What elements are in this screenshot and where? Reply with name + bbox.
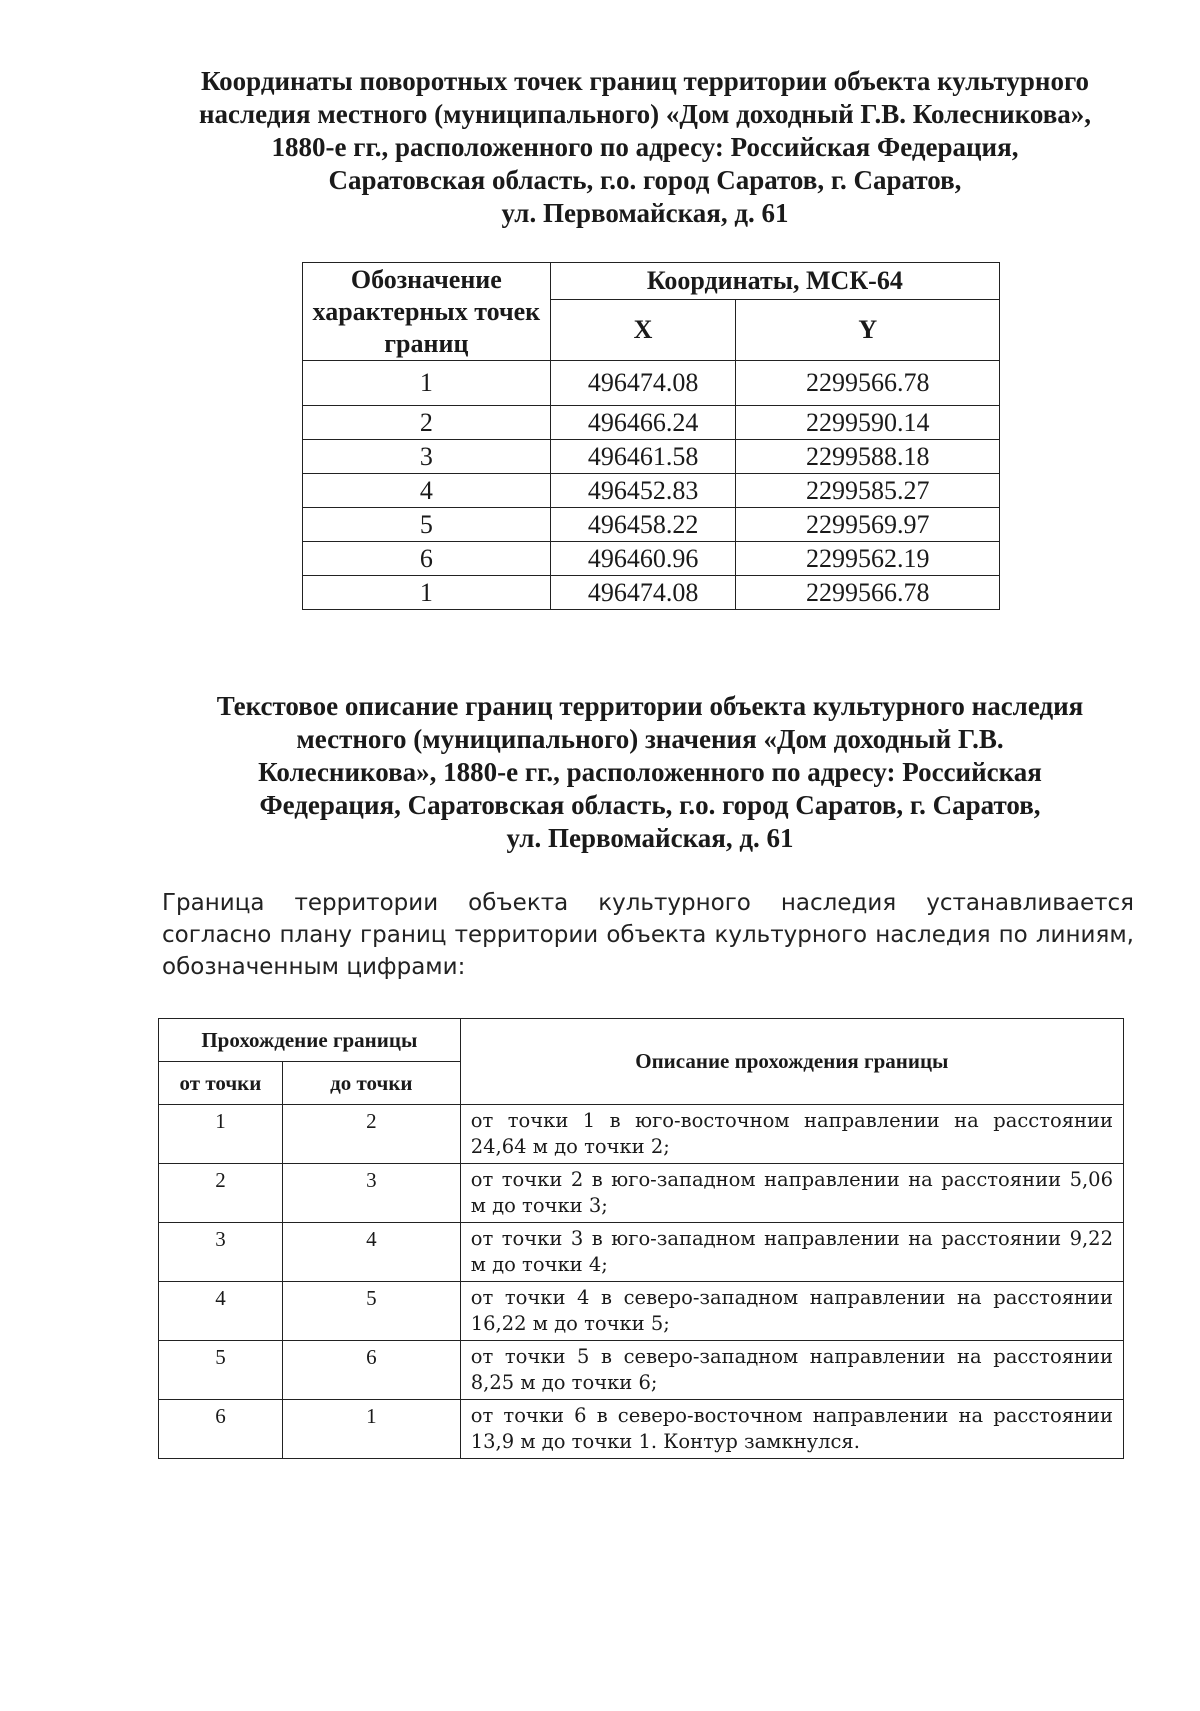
x-cell: 496458.22 (550, 508, 736, 542)
title-line: 1880-е гг., расположенного по адресу: Российская Федерация, (271, 132, 1019, 162)
coordinates-table (302, 262, 1000, 610)
table-row (159, 1105, 1124, 1164)
from-point-cell: 4 (159, 1282, 283, 1341)
table-row (303, 406, 1000, 440)
table-row (303, 361, 1000, 406)
point-cell: 3 (303, 440, 551, 474)
description-title (140, 690, 1160, 855)
point-cell: 1 (303, 576, 551, 610)
description-cell: от точки 6 в северо-восточном направлении на расстоянии 13,9 м до точки 1. Контур замкнулся. (460, 1400, 1123, 1459)
description-cell: от точки 2 в юго-западном направлении на расстоянии 5,06 м до точки 3; (460, 1164, 1123, 1223)
to-point-cell: 4 (282, 1223, 460, 1282)
header-y: Y (736, 300, 1000, 361)
title-line: ул. Первомайская, д. 61 (501, 198, 789, 228)
point-cell: 5 (303, 508, 551, 542)
header-description: Описание прохождения границы (460, 1019, 1123, 1105)
from-point-cell: 5 (159, 1341, 283, 1400)
y-cell: 2299566.78 (736, 576, 1000, 610)
y-cell: 2299585.27 (736, 474, 1000, 508)
point-cell: 4 (303, 474, 551, 508)
y-cell: 2299588.18 (736, 440, 1000, 474)
title-line: Текстовое описание границ территории объекта культурного наследия (216, 691, 1084, 721)
x-cell: 496460.96 (550, 542, 736, 576)
from-point-cell: 3 (159, 1223, 283, 1282)
table-row (159, 1223, 1124, 1282)
x-cell: 496474.08 (550, 576, 736, 610)
header-to-point: до точки (282, 1062, 460, 1105)
from-point-cell: 2 (159, 1164, 283, 1223)
table-row (159, 1282, 1124, 1341)
title-line: местного (муниципального) значения «Дом доходный Г.В. (296, 724, 1004, 754)
title-line: Саратовская область, г.о. город Саратов, г. Саратов, (328, 165, 962, 195)
header-from-point: от точки (159, 1062, 283, 1105)
from-point-cell: 6 (159, 1400, 283, 1459)
title-line: наследия местного (муниципального) «Дом доходный Г.В. Колесникова», (198, 99, 1092, 129)
title-line: Колесникова», 1880-е гг., расположенного по адресу: Российская (258, 757, 1042, 787)
table-row (303, 508, 1000, 542)
table-row (303, 440, 1000, 474)
table-row (159, 1400, 1124, 1459)
y-cell: 2299562.19 (736, 542, 1000, 576)
description-cell: от точки 3 в юго-западном направлении на расстоянии 9,22 м до точки 4; (460, 1223, 1123, 1282)
to-point-cell: 1 (282, 1400, 460, 1459)
header-boundary-pass: Прохождение границы (159, 1019, 461, 1062)
description-cell: от точки 1 в юго-восточном направлении на расстоянии 24,64 м до точки 2; (460, 1105, 1123, 1164)
header-x: X (550, 300, 736, 361)
x-cell: 496474.08 (550, 361, 736, 406)
table-row (303, 474, 1000, 508)
coordinates-title (150, 65, 1140, 230)
table-row (159, 1341, 1124, 1400)
to-point-cell: 2 (282, 1105, 460, 1164)
description-cell: от точки 5 в северо-западном направлении на расстоянии 8,25 м до точки 6; (460, 1341, 1123, 1400)
x-cell: 496452.83 (550, 474, 736, 508)
x-cell: 496466.24 (550, 406, 736, 440)
title-line: ул. Первомайская, д. 61 (506, 823, 794, 853)
title-line: Координаты поворотных точек границ территории объекта культурного (200, 66, 1090, 96)
point-cell: 6 (303, 542, 551, 576)
header-coordinates: Координаты, МСК-64 (550, 263, 999, 300)
intro-paragraph: Граница территории объекта культурного наследия устанавливается согласно плану границ территории объекта культурного наследия по линиям, обозначенным цифрами: (162, 890, 1134, 980)
y-cell: 2299569.97 (736, 508, 1000, 542)
table-row (159, 1164, 1124, 1223)
border-description-table (158, 1018, 1124, 1459)
to-point-cell: 3 (282, 1164, 460, 1223)
table-row (303, 542, 1000, 576)
to-point-cell: 5 (282, 1282, 460, 1341)
point-cell: 2 (303, 406, 551, 440)
table-row (303, 576, 1000, 610)
to-point-cell: 6 (282, 1341, 460, 1400)
description-cell: от точки 4 в северо-западном направлении на расстоянии 16,22 м до точки 5; (460, 1282, 1123, 1341)
from-point-cell: 1 (159, 1105, 283, 1164)
y-cell: 2299566.78 (736, 361, 1000, 406)
title-line: Федерация, Саратовская область, г.о. город Саратов, г. Саратов, (259, 790, 1041, 820)
point-cell: 1 (303, 361, 551, 406)
header-point-designation: Обозначение характерных точек границ (303, 263, 551, 361)
x-cell: 496461.58 (550, 440, 736, 474)
y-cell: 2299590.14 (736, 406, 1000, 440)
